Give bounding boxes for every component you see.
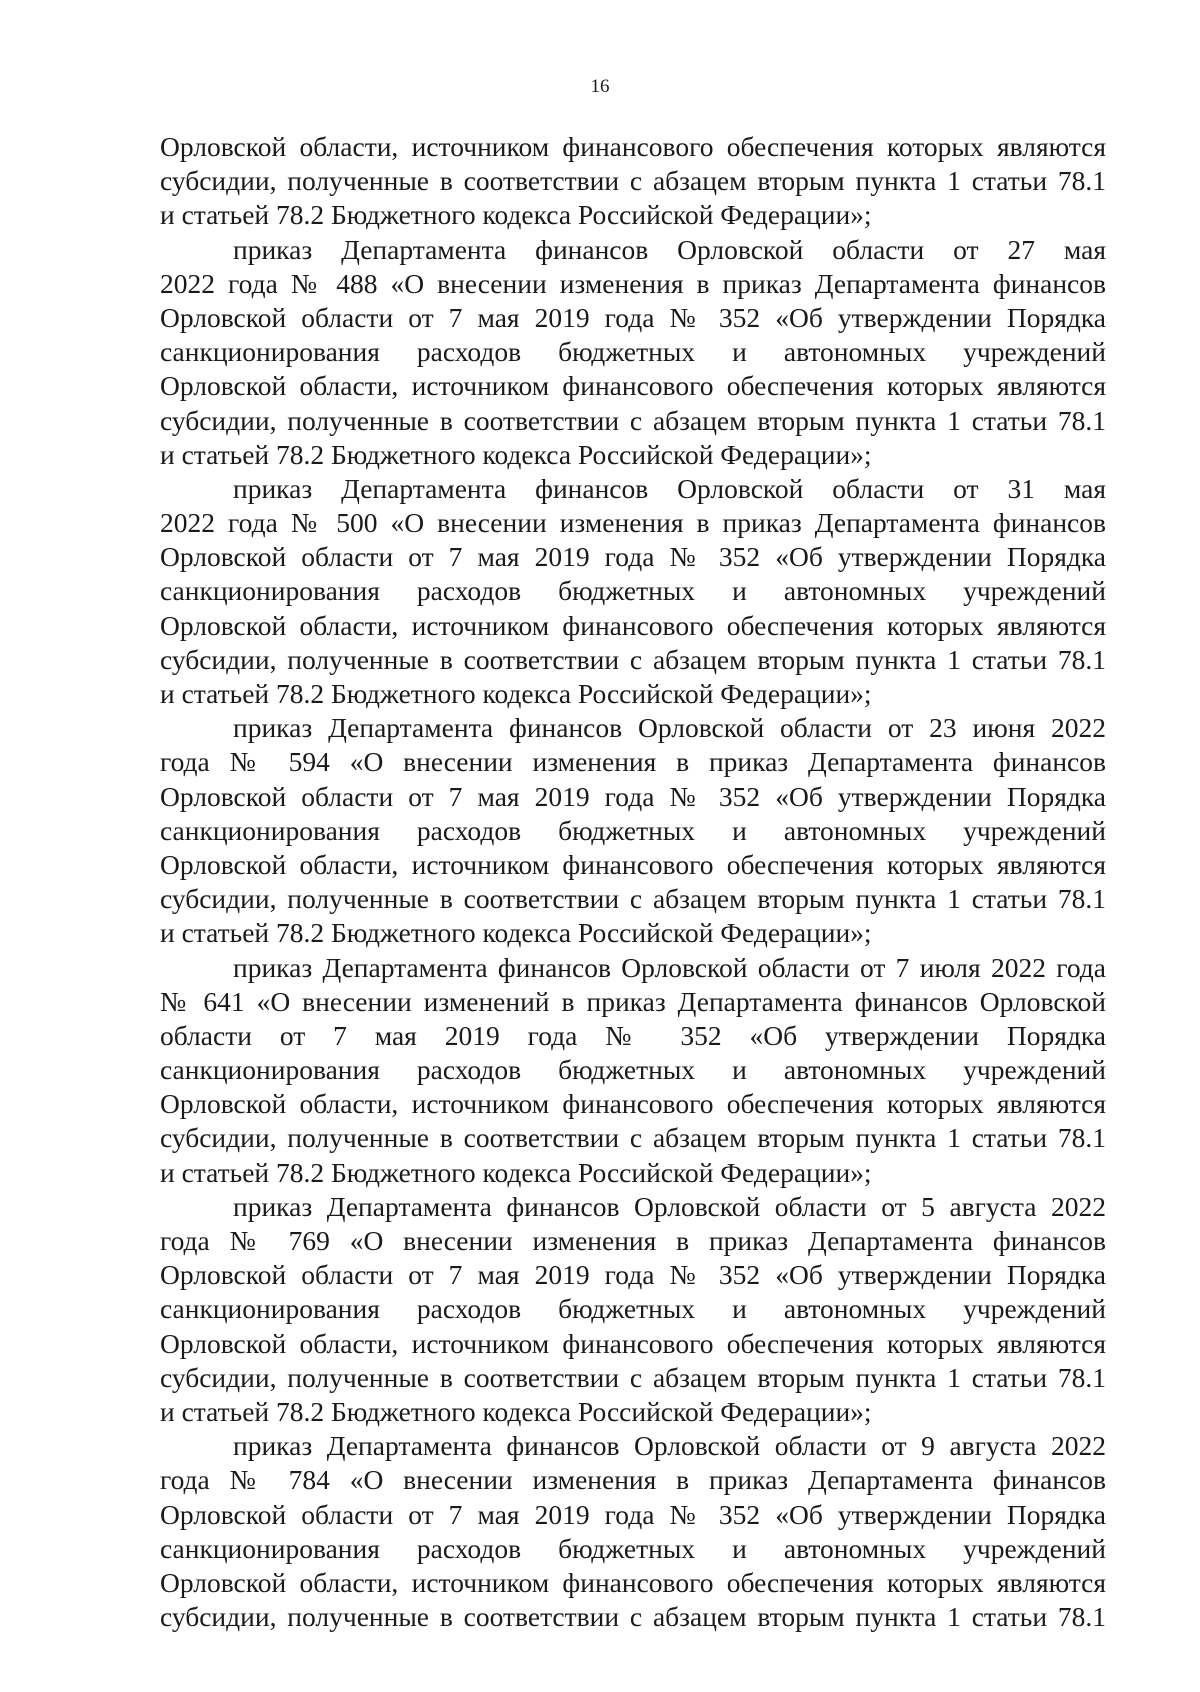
text-line: Орловской области от 7 мая 2019 года № 352 «Об утверждении Порядка bbox=[160, 301, 1106, 333]
text-line: санкционирования расходов бюджетных и автономных учреждений bbox=[160, 814, 1106, 846]
text-line: субсидии, полученные в соответствии с абзацем вторым пункта 1 статьи 78.1 bbox=[160, 165, 1106, 197]
text-line: Орловской области от 7 мая 2019 года № 352 «Об утверждении Порядка bbox=[160, 1498, 1106, 1530]
text-line: и статьей 78.2 Бюджетного кодекса Российской Федерации»; bbox=[160, 678, 872, 709]
text-line: Орловской области, источником финансового обеспечения которых являются bbox=[160, 1088, 1106, 1120]
text-line: Орловской области, источником финансового обеспечения которых являются bbox=[160, 1566, 1106, 1598]
text-line: 2022 года № 488 «О внесении изменения в приказ Департамента финансов bbox=[160, 267, 1106, 299]
text-line: приказ Департамента финансов Орловской области от 7 июля 2022 года bbox=[233, 951, 1106, 983]
text-line: области от 7 мая 2019 года № 352 «Об утверждении Порядка bbox=[160, 1019, 1106, 1051]
text-line: субсидии, полученные в соответствии с абзацем вторым пункта 1 статьи 78.1 bbox=[160, 1601, 1106, 1633]
text-line: субсидии, полученные в соответствии с абзацем вторым пункта 1 статьи 78.1 bbox=[160, 643, 1106, 675]
text-line: приказ Департамента финансов Орловской области от 9 августа 2022 bbox=[233, 1430, 1106, 1462]
text-line: Орловской области от 7 мая 2019 года № 352 «Об утверждении Порядка bbox=[160, 1259, 1106, 1291]
text-line: санкционирования расходов бюджетных и автономных учреждений bbox=[160, 336, 1106, 368]
text-line: и статьей 78.2 Бюджетного кодекса Российской Федерации»; bbox=[160, 1395, 872, 1427]
text-line: и статьей 78.2 Бюджетного кодекса Российской Федерации»; bbox=[160, 1156, 872, 1188]
text-line: субсидии, полученные в соответствии с абзацем вторым пункта 1 статьи 78.1 bbox=[160, 883, 1106, 915]
text-line: и статьей 78.2 Бюджетного кодекса Российской Федерации»; bbox=[160, 438, 872, 470]
text-line: Орловской области, источником финансового обеспечения которых являются bbox=[160, 131, 1106, 162]
text-line: субсидии, полученные в соответствии с абзацем вторым пункта 1 статьи 78.1 bbox=[160, 404, 1106, 436]
text-line: приказ Департамента финансов Орловской области от 27 мая bbox=[233, 233, 1106, 265]
text-line: Орловской области, источником финансового обеспечения которых являются bbox=[160, 1327, 1106, 1359]
text-line: Орловской области, источником финансового обеспечения которых являются bbox=[160, 370, 1106, 402]
text-line: санкционирования расходов бюджетных и автономных учреждений bbox=[160, 1054, 1106, 1086]
text-line: субсидии, полученные в соответствии с абзацем вторым пункта 1 статьи 78.1 bbox=[160, 1361, 1106, 1393]
text-line: Орловской области, источником финансового обеспечения которых являются bbox=[160, 848, 1106, 880]
text-line: Орловской области, источником финансового обеспечения которых являются bbox=[160, 609, 1106, 641]
text-line: года № 784 «О внесении изменения в приказ Департамента финансов bbox=[160, 1464, 1106, 1496]
text-line: субсидии, полученные в соответствии с абзацем вторым пункта 1 статьи 78.1 bbox=[160, 1122, 1106, 1154]
text-line: санкционирования расходов бюджетных и автономных учреждений bbox=[160, 1293, 1106, 1325]
text-line: санкционирования расходов бюджетных и автономных учреждений bbox=[160, 1532, 1106, 1564]
text-line: и статьей 78.2 Бюджетного кодекса Российской Федерации»; bbox=[160, 917, 872, 949]
text-line: и статьей 78.2 Бюджетного кодекса Российской Федерации»; bbox=[160, 199, 872, 231]
text-line: № 641 «О внесении изменений в приказ Департамента финансов Орловской bbox=[160, 985, 1106, 1017]
text-line: Орловской области от 7 мая 2019 года № 352 «Об утверждении Порядка bbox=[160, 780, 1106, 812]
text-line: 2022 года № 500 «О внесении изменения в приказ Департамента финансов bbox=[160, 507, 1106, 539]
text-line: санкционирования расходов бюджетных и автономных учреждений bbox=[160, 575, 1106, 607]
text-line: Орловской области от 7 мая 2019 года № 352 «Об утверждении Порядка bbox=[160, 541, 1106, 573]
document-body bbox=[160, 130, 1106, 1634]
page-number: 16 bbox=[590, 76, 610, 97]
text-line: приказ Департамента финансов Орловской области от 23 июня 2022 bbox=[233, 712, 1106, 744]
text-line: приказ Департамента финансов Орловской области от 5 августа 2022 bbox=[233, 1190, 1106, 1222]
text-line: года № 594 «О внесении изменения в приказ Департамента финансов bbox=[160, 746, 1106, 778]
text-line: года № 769 «О внесении изменения в приказ Департамента финансов bbox=[160, 1225, 1106, 1256]
text-line: приказ Департамента финансов Орловской области от 31 мая bbox=[233, 472, 1106, 504]
